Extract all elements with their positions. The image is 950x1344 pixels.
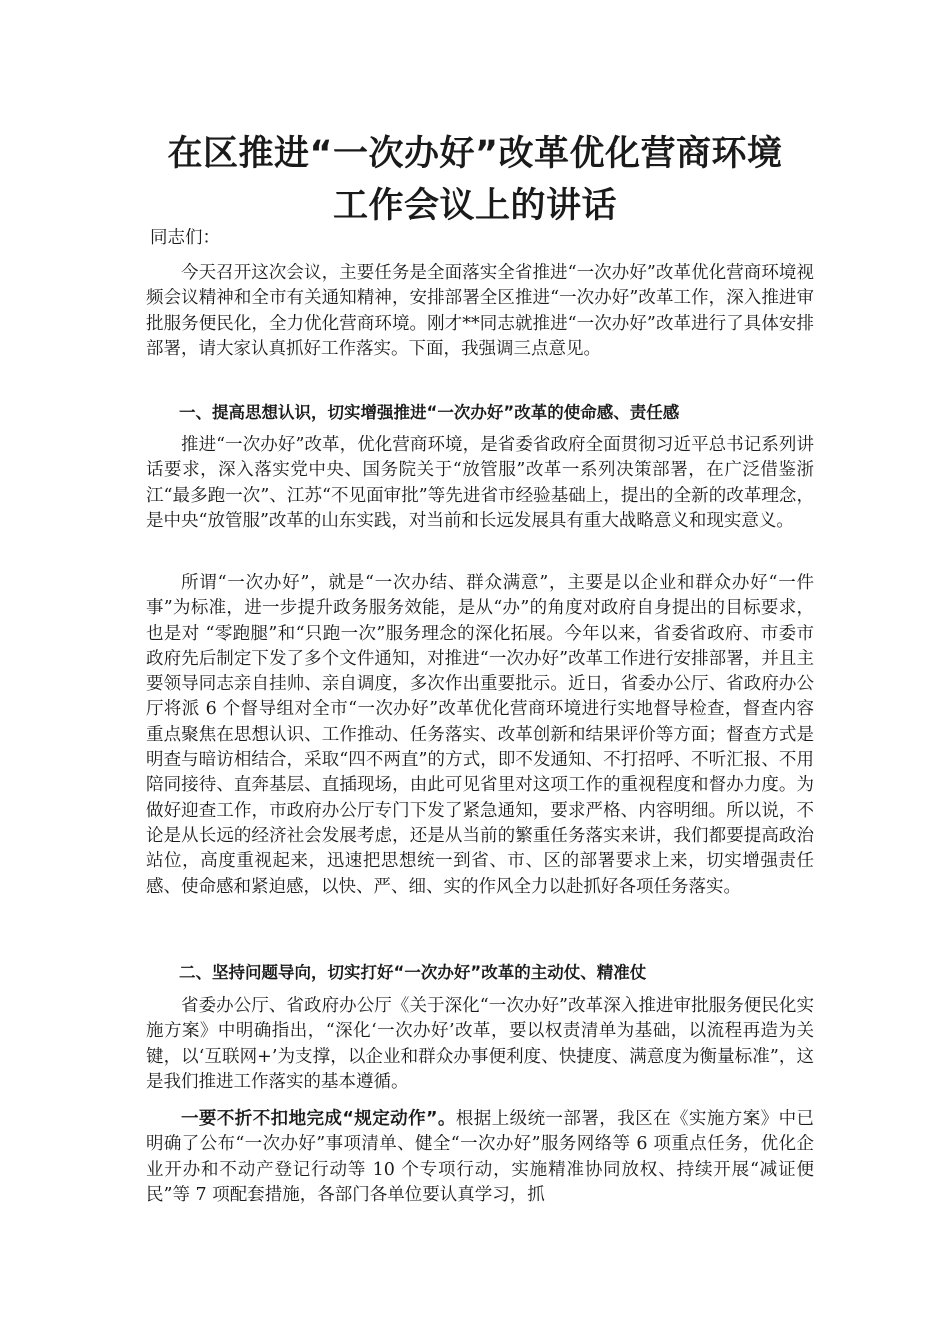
section1-paragraph-1: 推进“一次办好”改革，优化营商环境，是省委省政府全面贯彻习近平总书记系列讲话要求，深入落实党中央、国务院关于“放管服”改革一系列决策部署，在广泛借鉴浙江“最多跑一次”、江苏“不见面审批”等先进省市经验基础上，提出的全新的改革理念，是中央“放管服”改革的山东实践，对当前和长远发展具有重大战略意义和现实意义。 — [146, 435, 814, 531]
greeting: 同志们： — [150, 228, 220, 248]
document-title-line1: 在区推进“一次办好”改革优化营商环境 — [167, 134, 783, 174]
section-heading-2: 二、坚持问题导向，切实打好“一次办好”改革的主动仗、精准仗 — [179, 963, 647, 982]
section-heading-1: 一、提高思想认识，切实增强推进“一次办好”改革的使命感、责任感 — [179, 403, 680, 422]
document-title-line2: 工作会议上的讲话 — [332, 186, 617, 226]
section2-paragraph-2 — [146, 1107, 814, 1208]
paragraph-lead-bold: 一要不折不扣地完成“规定动作”。 — [181, 1109, 456, 1129]
section1-paragraph-2: 所谓“一次办好”，就是“一次办结、群众满意”，主要是以企业和群众办好“一件事”为标准，进一步提升政务服务效能，是从“办”的角度对政府自身提出的目标要求，也是对 “零跑腿”和“只跑一次”服务理念的深化拓展。今年以来，省委省政府、市委市政府先后制定下发了多个文件通知，对推进“一次办好”改革工作进行安排部署，并且主要领导同志亲自挂帅、亲自调度，多次作出重要批示。近日，省委办公厅、省政府办公厅将派 6 个督导组对全市“一次办好”改革优化营商环境进行实地督导检查，督查内容重点聚焦在思想认识、工作推动、任务落实、改革创新和结果评价等方面；督查方式是明查与暗访相结合，采取“四不两直”的方式，即不发通知、不打招呼、不听汇报、不用陪同接待、直奔基层、直插现场，由此可见省里对这项工作的重视程度和督办力度。为做好迎查工作，市政府办公厅专门下发了紧急通知，要求严格、内容明细。所以说，不论是从长远的经济社会发展考虑，还是从当前的繁重任务落实来讲，我们都要提高政治站位，高度重视起来，迅速把思想统一到省、市、区的部署要求上来，切实增强责任感、使命感和紧迫感，以快、严、细、实的作风全力以赴抓好各项任务落实。 — [146, 573, 814, 897]
section2-paragraph-1: 省委办公厅、省政府办公厅《关于深化“一次办好”改革深入推进审批服务便民化实施方案》中明确指出，“深化‘一次办好’改革，要以权责清单为基础，以流程再造为关键，以‘互联网+’为支撑，以企业和群众办事便利度、快捷度、满意度为衡量标准”，这是我们推进工作落实的基本遵循。 — [146, 996, 814, 1092]
intro-paragraph: 今天召开这次会议，主要任务是全面落实全省推进“一次办好”改革优化营商环境视频会议精神和全市有关通知精神，安排部署全区推进“一次办好”改革工作，深入推进审批服务便民化，全力优化营商环境。刚才**同志就推进“一次办好”改革进行了具体安排部署，请大家认真抓好工作落实。下面，我强调三点意见。 — [146, 263, 814, 359]
paragraph-body: 根据上级统一部署，我区在《实施方案》中已明确了公布“一次办好”事项清单、健全“一次办好”服务网络等 6 项重点任务，优化企业开办和不动产登记行动等 10 个专项行动，实施精准协同放权、持续开展“减证便民”等 7 项配套措施，各部门各单位要认真学习，抓 — [146, 1109, 814, 1205]
